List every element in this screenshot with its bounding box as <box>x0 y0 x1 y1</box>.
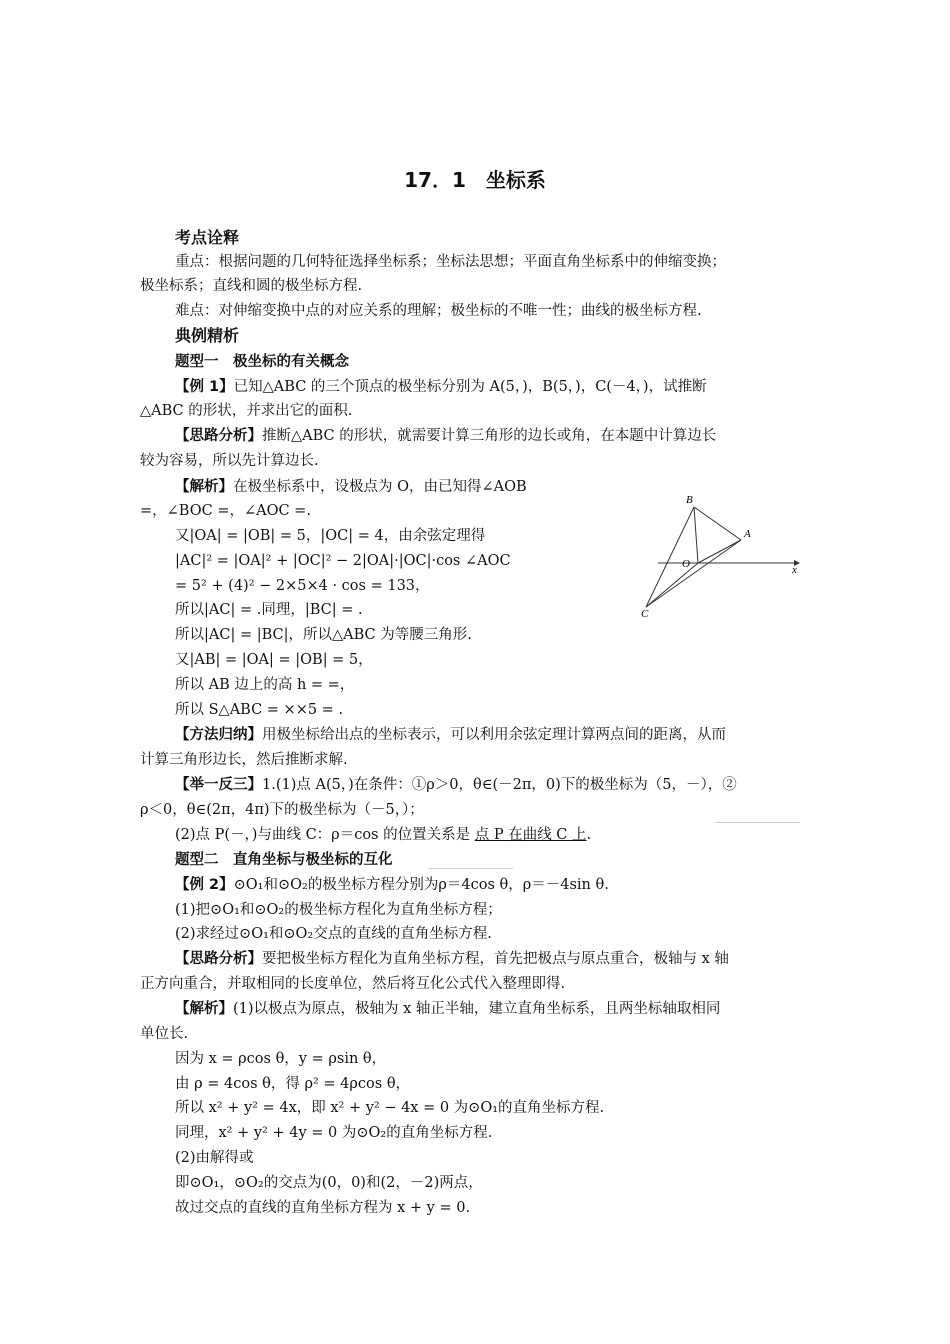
label-x: x <box>792 564 797 576</box>
text-line: (1)把⊙O₁和⊙O₂的极坐标方程化为直角坐标方程； <box>175 902 502 918</box>
section-heading-key-points: 考点诠释 <box>175 228 240 247</box>
method-1-tag: 【方法归纳】 <box>175 727 262 743</box>
method-1-line <box>175 725 726 745</box>
segment-oa <box>698 540 741 563</box>
practice-1-line <box>175 775 737 795</box>
practice-1-answer: 点 P 在曲线 C 上 <box>474 827 587 843</box>
text-line: 又|OA| = |OB| = 5，|OC| = 4，由余弦定理得 <box>175 528 486 544</box>
side-ac <box>646 540 741 607</box>
text-line: 单位长. <box>140 1026 189 1042</box>
practice-1-end: . <box>586 827 592 843</box>
example-2-line <box>175 875 609 895</box>
practice-1-text: 1.(1)点 A(5，)在条件：①ρ＞0，θ∈(－2π，0)下的极坐标为（5，－），② <box>262 777 737 793</box>
solution-2-line <box>175 999 720 1019</box>
side-ab <box>694 507 741 540</box>
practice-1-part2-text: (2)点 P(－，)与曲线 C：ρ＝cos 的位置关系是 <box>175 827 471 843</box>
text-line: 所以 AB 边上的高 h = =， <box>175 677 355 693</box>
text-line: 较为容易，所以先计算边长. <box>140 453 319 469</box>
label-a: A <box>744 528 751 540</box>
practice-1-tag: 【举一反三】 <box>175 777 262 793</box>
text-line: 即⊙O₁，⊙O₂的交点为(0，0)和(2，－2)两点， <box>175 1175 483 1191</box>
solution-2-tag: 【解析】 <box>175 1001 233 1017</box>
text-line: 所以|AC| = .同理，|BC| = . <box>175 602 363 618</box>
text-line: (2)由解得或 <box>175 1150 254 1166</box>
text-line: 所以 x² + y² = 4x，即 x² + y² − 4x = 0 为⊙O₁的直角坐标方程. <box>175 1100 605 1116</box>
solution-1-line <box>175 477 527 497</box>
text-line: 计算三角形边长，然后推断求解. <box>140 752 348 768</box>
method-1-text: 用极坐标给出点的坐标表示，可以利用余弦定理计算两点间的距离，从而 <box>262 727 726 743</box>
text-line: = 5² + (4)² − 2×5×4 · cos = 133， <box>175 578 430 594</box>
label-b: B <box>686 494 693 506</box>
text-line: 正方向重合，并取相同的长度单位，然后将互化公式代入整理即得. <box>140 976 566 992</box>
example-2-text: ⊙O₁和⊙O₂的极坐标方程分别为ρ＝4cos θ，ρ＝－4sin θ. <box>233 877 609 893</box>
example-1-tag: 【例 1】 <box>175 379 234 395</box>
example-1-line <box>175 377 707 397</box>
text-line: 重点：根据问题的几何特征选择坐标系；坐标法思想；平面直角坐标系中的伸缩变换； <box>175 254 726 270</box>
text-line: 难点：对伸缩变换中点的对应关系的理解；极坐标的不唯一性；曲线的极坐标方程. <box>175 303 702 319</box>
example-2-tag: 【例 2】 <box>175 877 234 893</box>
side-bc <box>646 507 694 607</box>
section-heading-examples: 典例精析 <box>175 326 240 345</box>
text-line: 故过交点的直线的直角坐标方程为 x + y = 0. <box>175 1200 471 1216</box>
text-line: ρ＜0，θ∈(2π，4π)下的极坐标为（－5，）； <box>140 802 424 818</box>
text-line: 因为 x = ρcos θ，y = ρsin θ， <box>175 1051 387 1067</box>
segment-oc <box>646 563 698 607</box>
text-line: 所以 S△ABC = ××5 = . <box>175 702 344 718</box>
text-line: =，∠BOC =，∠AOC =. <box>140 503 311 519</box>
practice-1-part2 <box>175 825 591 845</box>
solution-1-tag: 【解析】 <box>175 479 233 495</box>
label-c: C <box>641 608 649 620</box>
type-heading-2: 题型二 直角坐标与极坐标的互化 <box>175 852 393 868</box>
page-title: 17．1 坐标系 <box>404 168 546 192</box>
solution-1-text: 在极坐标系中，设极点为 O，由已知得∠AOB <box>233 479 527 495</box>
text-line: |AC|² = |OA|² + |OC|² − 2|OA|·|OC|·cos ∠AOC <box>175 553 511 569</box>
segment-ob <box>694 507 698 563</box>
analysis-1-text: 推断△ABC 的形状，就需要计算三角形的边长或角，在本题中计算边长 <box>262 428 717 444</box>
label-o: O <box>682 558 690 570</box>
type-heading-1: 题型一 极坐标的有关概念 <box>175 354 349 370</box>
analysis-2-text: 要把极坐标方程化为直角坐标方程，首先把极点与原点重合，极轴与 x 轴 <box>262 951 729 967</box>
triangle-figure <box>638 490 808 620</box>
text-line: 由 ρ = 4cos θ，得 ρ² = 4ρcos θ， <box>175 1076 411 1092</box>
analysis-1-line <box>175 426 716 446</box>
example-1-text: 已知△ABC 的三个顶点的极坐标分别为 A(5，)，B(5，)，C(－4，)，试推断 <box>233 379 707 395</box>
solution-2-text: (1)以极点为原点，极轴为 x 轴正半轴，建立直角坐标系，且两坐标轴取相同 <box>233 1001 721 1017</box>
analysis-2-line <box>175 949 729 969</box>
text-line: (2)求经过⊙O₁和⊙O₂交点的直线的直角坐标方程. <box>175 926 492 942</box>
divider <box>428 868 513 869</box>
text-line: 同理，x² + y² + 4y = 0 为⊙O₂的直角坐标方程. <box>175 1125 493 1141</box>
analysis-1-tag: 【思路分析】 <box>175 428 262 444</box>
divider <box>715 822 800 823</box>
text-line: △ABC 的形状，并求出它的面积. <box>140 403 353 419</box>
analysis-2-tag: 【思路分析】 <box>175 951 262 967</box>
text-line: 极坐标系；直线和圆的极坐标方程. <box>140 278 363 294</box>
text-line: 所以|AC| = |BC|，所以△ABC 为等腰三角形. <box>175 627 472 643</box>
text-line: 又|AB| = |OA| = |OB| = 5， <box>175 652 373 668</box>
